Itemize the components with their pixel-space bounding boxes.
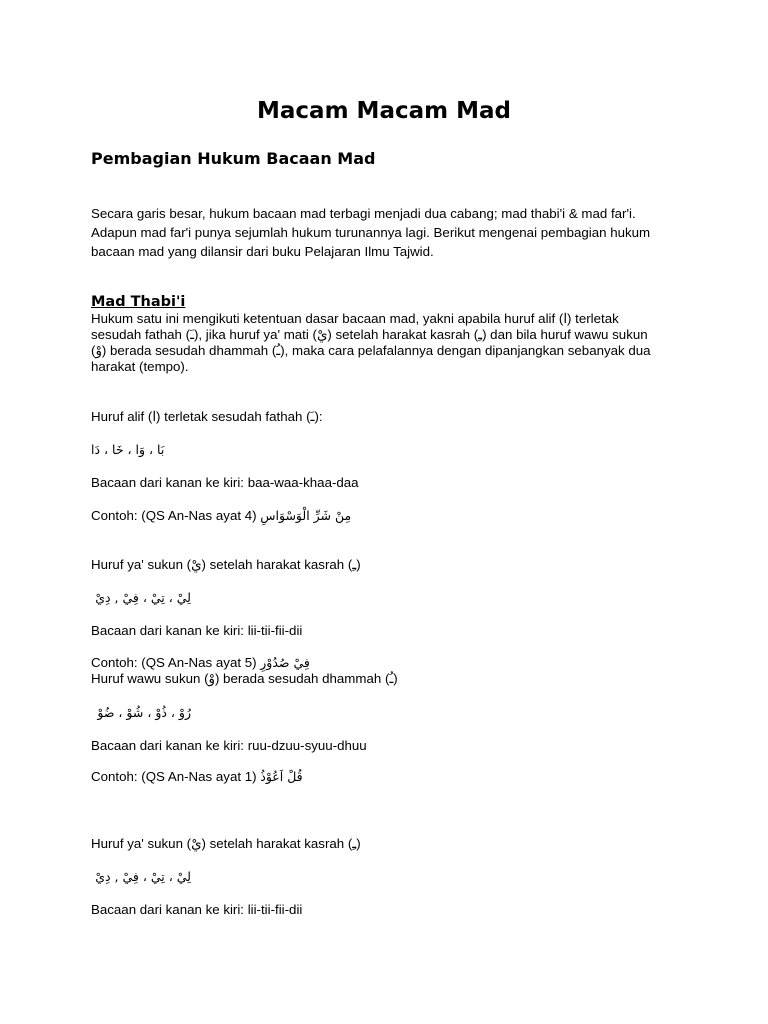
example-arabic: فِيْ صُدُوْرِ: [260, 655, 310, 670]
intro-line: bacaan mad yang dilansir dari buku Pelajaran Ilmu Tajwid.: [91, 244, 434, 259]
example-line: [91, 769, 303, 785]
page-title: Macam Macam Mad: [257, 98, 511, 124]
description-line: Hukum satu ini mengikuti ketentuan dasar bacaan mad, yakni apabila huruf alif (ا) terletak: [91, 311, 619, 326]
example-arabic: قُلْ اَعُوْذُ: [260, 769, 303, 784]
arabic-text: لِيْ ، تِيْ ، فِيْ , دِيْ: [95, 869, 191, 884]
reading-text: Bacaan dari kanan ke kiri: lii-tii-fii-dii: [91, 902, 303, 917]
mad-thabii-heading: Mad Thabi'i: [91, 294, 186, 310]
description-line: (وْ) berada sesudah dhammah (ـُ), maka cara pelafalannya dengan dipanjangkan sebanyak dua: [91, 343, 651, 358]
reading-text: Bacaan dari kanan ke kiri: lii-tii-fii-dii: [91, 623, 303, 638]
reading-text: Bacaan dari kanan ke kiri: baa-waa-khaa-daa: [91, 475, 359, 490]
intro-line: Adapun mad far'i punya sejumlah hukum turunannya lagi. Berikut mengenai pembagian hukum: [91, 225, 651, 240]
section-subtitle: Pembagian Hukum Bacaan Mad: [91, 149, 376, 168]
example-line: [91, 508, 351, 524]
intro-line: Secara garis besar, hukum bacaan mad terbagi menjadi dua cabang; mad thabi'i & mad far'i.: [91, 206, 636, 221]
arabic-examples: [91, 440, 191, 460]
arabic-text: بَا ، وَا ، خَا ، دَا: [91, 442, 165, 457]
arabic-examples: [91, 703, 191, 723]
item-heading: Huruf ya' sukun (يْ) setelah harakat kasrah (ـِ): [91, 836, 361, 851]
item-heading: Huruf wawu sukun (وْ) berada sesudah dhammah (ـُ): [91, 671, 398, 686]
example-arabic: مِنْ شَرِّ الْوَسْوَاسِ: [260, 508, 352, 523]
description-line: sesudah fathah (ـَ), jika huruf ya' mati (يْ) setelah harakat kasrah (ـِ) dan bila huruf wawu sukun: [91, 327, 648, 342]
example-label: Contoh: (QS An-Nas ayat 5): [91, 655, 257, 670]
example-label: Contoh: (QS An-Nas ayat 4): [91, 508, 257, 523]
item-heading: Huruf ya' sukun (يْ) setelah harakat kasrah (ـِ): [91, 557, 361, 572]
arabic-text: لِيْ ، تِيْ ، فِيْ , دِيْ: [95, 590, 191, 605]
arabic-examples: [91, 867, 191, 887]
reading-text: Bacaan dari kanan ke kiri: ruu-dzuu-syuu-dhuu: [91, 738, 367, 753]
example-line: [91, 655, 310, 671]
arabic-examples: [91, 588, 191, 608]
item-heading: Huruf alif (ا) terletak sesudah fathah (ـَ):: [91, 409, 323, 424]
arabic-text: رُوْ ، ذُوْ ، شُوْ ، ضُوْ: [97, 705, 191, 720]
example-label: Contoh: (QS An-Nas ayat 1): [91, 769, 257, 784]
description-line: harakat (tempo).: [91, 359, 189, 374]
